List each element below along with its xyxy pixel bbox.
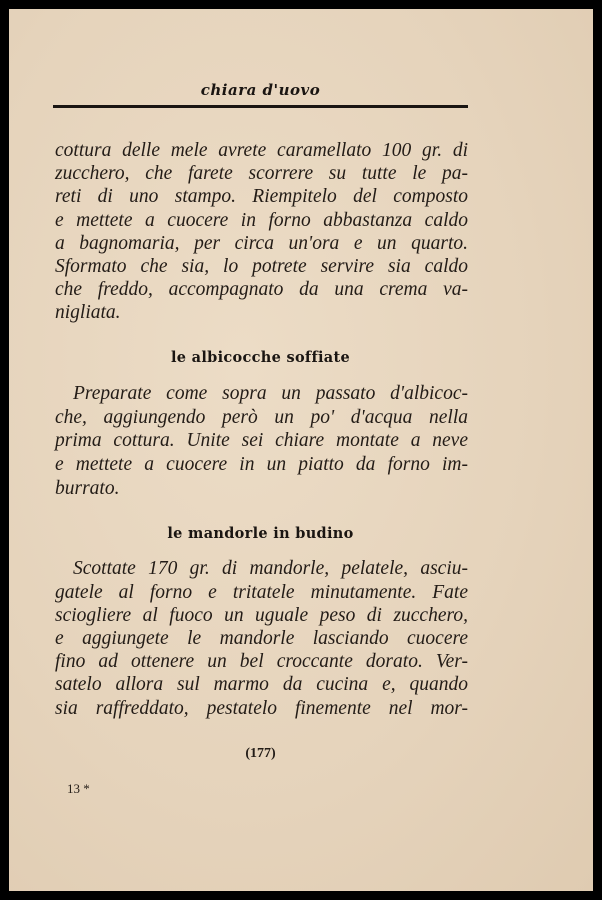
running-header: chiara d'uovo [200,81,321,99]
text-line: gatele al forno e tritatele minutamente. Fate [55,582,468,603]
text-line: e mettete a cuocere in forno abbastanza caldo [55,210,468,231]
text-line: fino ad ottenere un bel croccante dorato. Ver- [55,651,468,672]
text-line: Preparate come sopra un passato d'albicoc- [73,383,468,404]
text-line: e aggiungete le mandorle lasciando cuocere [55,628,468,649]
text-line: che, aggiungendo però un po' d'acqua nella [55,407,468,428]
text-line: nigliata. [55,302,121,323]
text-line: e mettete a cuocere in un piatto da forno im- [55,454,468,475]
text-line: cottura delle mele avrete caramellato 100 gr. di [55,140,468,161]
page-number: (177) [245,746,276,761]
text-line: che freddo, accompagnato da una crema va- [55,279,468,300]
text-line: sia raffreddato, pestatelo finemente nel mor- [55,698,468,719]
book-page [9,9,593,891]
text-line: burrato. [55,478,120,499]
text-line: satelo allora sul marmo da cucina e, quando [55,674,468,695]
text-line: zucchero, che farete scorrere su tutte le pa- [55,163,468,184]
text-line: prima cottura. Unite sei chiare montate a neve [55,430,468,451]
text-line: Scottate 170 gr. di mandorle, pelatele, asciu- [73,558,468,579]
text-line: reti di uno stampo. Riempitelo del composto [55,186,468,207]
recipe-heading: le albicocche soffiate [170,349,351,366]
signature-mark: 13 * [67,781,90,796]
text-line: Sformato che sia, lo potrete servire sia caldo [55,256,468,277]
header-rule [53,105,468,108]
text-line: sciogliere al fuoco un uguale peso di zucchero, [55,605,468,626]
recipe-heading: le mandorle in budino [167,525,354,542]
text-line: a bagnomaria, per circa un'ora e un quarto. [55,233,468,254]
